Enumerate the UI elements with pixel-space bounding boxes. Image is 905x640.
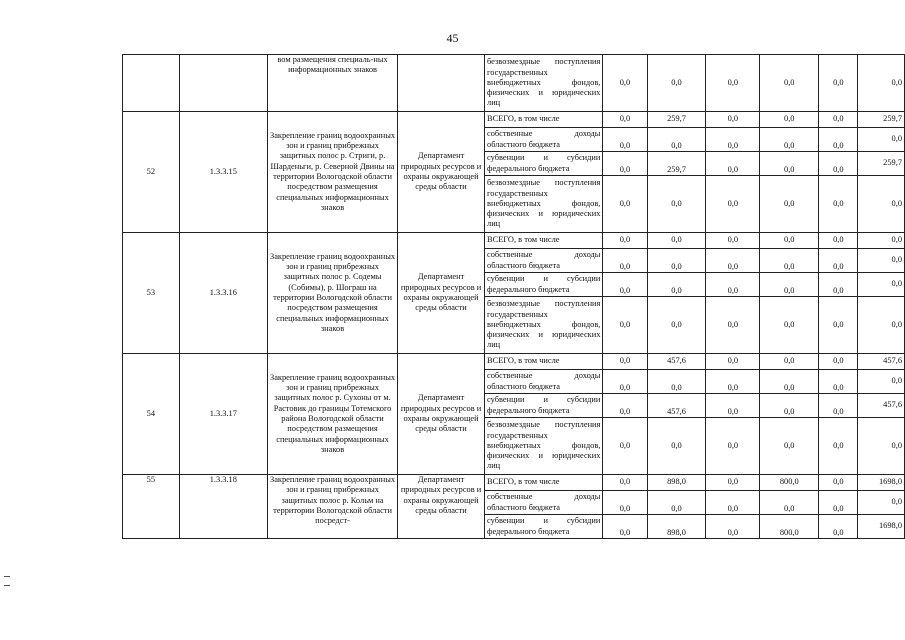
amount-cell: 0,0 [819,233,858,249]
funding-source: ВСЕГО, в том числе [485,354,603,370]
measure-name: Закрепление границ водоохранных зон и границ прибрежных защитных полос р. Сухоны от м. Растовик до границы Тотемского района Вологодской области посредством размещения специальных информационных знаков [267,354,397,475]
amount-cell: 0,0 [603,475,647,491]
amount-cell: 0,0 [603,249,647,273]
amount-cell: 0,0 [603,297,647,354]
amount-cell: 0,0 [760,394,819,418]
amount-cell: 0,0 [819,152,858,176]
measure-number: 55 [123,475,180,539]
amount-cell: 0,0 [819,128,858,152]
total-cell: 0,0 [858,297,905,354]
amount-cell: 0,0 [819,491,858,515]
table-row [123,233,905,249]
amount-cell: 0,0 [819,176,858,233]
amount-cell: 0,0 [760,55,819,112]
amount-cell: 259,7 [647,152,706,176]
amount-cell: 0,0 [603,491,647,515]
responsible-department: Департамент природных ресурсов и охраны окружающей среды области [398,475,485,539]
amount-cell: 0,0 [706,370,760,394]
amount-cell: 457,6 [647,354,706,370]
amount-cell: 0,0 [760,152,819,176]
amount-cell: 457,6 [647,394,706,418]
amount-cell: 0,0 [603,152,647,176]
table-row [123,55,905,112]
amount-cell: 0,0 [603,233,647,249]
amount-cell: 0,0 [706,55,760,112]
amount-cell: 0,0 [706,418,760,475]
amount-cell: 800,0 [760,475,819,491]
measure-number [123,55,180,112]
amount-cell: 0,0 [706,249,760,273]
total-cell: 0,0 [858,249,905,273]
total-cell: 0,0 [858,418,905,475]
total-cell: 0,0 [858,273,905,297]
amount-cell: 0,0 [706,354,760,370]
amount-cell: 0,0 [819,55,858,112]
measure-name: Закрепление границ водоохранных зон и границ прибрежных защитных полос р. Кольм на территории Вологодской области посредст- [267,475,397,539]
amount-cell: 0,0 [603,55,647,112]
funding-source: субвенции и субсидии федерального бюджета [485,515,603,539]
total-cell: 1698,0 [858,475,905,491]
amount-cell: 0,0 [760,370,819,394]
amount-cell: 0,0 [819,112,858,128]
funding-source: субвенции и субсидии федерального бюджета [485,152,603,176]
measure-code: 1.3.3.15 [179,112,267,233]
amount-cell: 800,0 [760,515,819,539]
amount-cell: 0,0 [819,370,858,394]
amount-cell: 0,0 [647,297,706,354]
measure-code: 1.3.3.17 [179,354,267,475]
amount-cell: 0,0 [819,515,858,539]
amount-cell: 0,0 [760,249,819,273]
amount-cell: 0,0 [760,418,819,475]
amount-cell: 0,0 [706,176,760,233]
funding-source: собственные доходы областного бюджета [485,370,603,394]
amount-cell: 0,0 [603,418,647,475]
funding-source: ВСЕГО, в том числе [485,475,603,491]
funding-source: ВСЕГО, в том числе [485,112,603,128]
funding-source: субвенции и субсидии федерального бюджета [485,394,603,418]
amount-cell: 0,0 [706,128,760,152]
funding-source: безвозмездные поступления государственных внебюджетных фондов, физических и юридических лиц [485,297,603,354]
amount-cell: 0,0 [706,297,760,354]
amount-cell: 0,0 [603,394,647,418]
total-cell: 0,0 [858,128,905,152]
amount-cell: 0,0 [819,418,858,475]
funding-source: собственные доходы областного бюджета [485,128,603,152]
total-cell: 0,0 [858,233,905,249]
total-cell: 0,0 [858,176,905,233]
amount-cell: 0,0 [760,297,819,354]
budget-table [122,54,905,539]
amount-cell: 0,0 [603,354,647,370]
amount-cell: 0,0 [706,475,760,491]
total-cell: 0,0 [858,491,905,515]
table-row [123,354,905,370]
amount-cell: 898,0 [647,475,706,491]
amount-cell: 0,0 [760,273,819,297]
amount-cell: 0,0 [647,176,706,233]
amount-cell: 0,0 [760,128,819,152]
amount-cell: 898,0 [647,515,706,539]
amount-cell: 0,0 [706,233,760,249]
amount-cell: 0,0 [647,249,706,273]
amount-cell: 0,0 [647,273,706,297]
amount-cell: 0,0 [706,491,760,515]
measure-number: 52 [123,112,180,233]
total-cell: 259,7 [858,112,905,128]
total-cell: 259,7 [858,152,905,176]
amount-cell: 0,0 [647,128,706,152]
page-number: 45 [446,31,459,45]
amount-cell: 0,0 [647,55,706,112]
total-cell: 0,0 [858,370,905,394]
total-cell: 0,0 [858,55,905,112]
measure-name: Закрепление границ водоохранных зон и границ прибрежных защитных полос р. Содемы (Собимы), р. Шограш на территории Вологодской области посредством размещения специальных информационных знаков [267,233,397,354]
amount-cell: 0,0 [706,112,760,128]
total-cell: 1698,0 [858,515,905,539]
amount-cell: 0,0 [706,273,760,297]
measure-code: 1.3.3.18 [179,475,267,539]
amount-cell: 0,0 [819,394,858,418]
amount-cell: 0,0 [706,152,760,176]
amount-cell: 0,0 [819,297,858,354]
measure-number: 53 [123,233,180,354]
amount-cell: 0,0 [647,233,706,249]
amount-cell: 0,0 [603,370,647,394]
funding-source: безвозмездные поступления государственных внебюджетных фондов, физических и юридических лиц [485,176,603,233]
measure-name: Закрепление границ водоохранных зон и границ прибрежных защитных полос р. Стриги, р. Шарденьги, р. Северной Двины на территории Вологодской области посредством размещения специальных информационных знаков [267,112,397,233]
responsible-department [398,55,485,112]
funding-source: субвенции и субсидии федерального бюджета [485,273,603,297]
amount-cell: 0,0 [760,112,819,128]
amount-cell: 0,0 [760,354,819,370]
amount-cell: 0,0 [647,491,706,515]
amount-cell: 0,0 [603,128,647,152]
amount-cell: 0,0 [603,112,647,128]
amount-cell: 0,0 [603,176,647,233]
responsible-department: Департамент природных ресурсов и охраны окружающей среды области [398,233,485,354]
amount-cell: 0,0 [706,515,760,539]
amount-cell: 0,0 [706,394,760,418]
funding-source: собственные доходы областного бюджета [485,249,603,273]
amount-cell: 259,7 [647,112,706,128]
measure-name: вом размещения специаль-ных информационных знаков [267,55,397,112]
amount-cell: 0,0 [819,249,858,273]
funding-source: собственные доходы областного бюджета [485,491,603,515]
amount-cell: 0,0 [647,418,706,475]
funding-source: ВСЕГО, в том числе [485,233,603,249]
measure-code [179,55,267,112]
amount-cell: 0,0 [760,176,819,233]
amount-cell: 0,0 [760,491,819,515]
amount-cell: 0,0 [819,475,858,491]
table-row [123,475,905,491]
measure-number: 54 [123,354,180,475]
funding-source: безвозмездные поступления государственных внебюджетных фондов, физических и юридических лиц [485,418,603,475]
table-row [123,112,905,128]
margin-mark [4,576,10,586]
measure-code: 1.3.3.16 [179,233,267,354]
amount-cell: 0,0 [603,515,647,539]
amount-cell: 0,0 [819,273,858,297]
total-cell: 457,6 [858,394,905,418]
responsible-department: Департамент природных ресурсов и охраны окружающей среды области [398,112,485,233]
amount-cell: 0,0 [819,354,858,370]
amount-cell: 0,0 [760,233,819,249]
amount-cell: 0,0 [603,273,647,297]
amount-cell: 0,0 [647,370,706,394]
responsible-department: Департамент природных ресурсов и охраны окружающей среды области [398,354,485,475]
funding-source: безвозмездные поступления государственных внебюджетных фондов, физических и юридических лиц [485,55,603,112]
total-cell: 457,6 [858,354,905,370]
